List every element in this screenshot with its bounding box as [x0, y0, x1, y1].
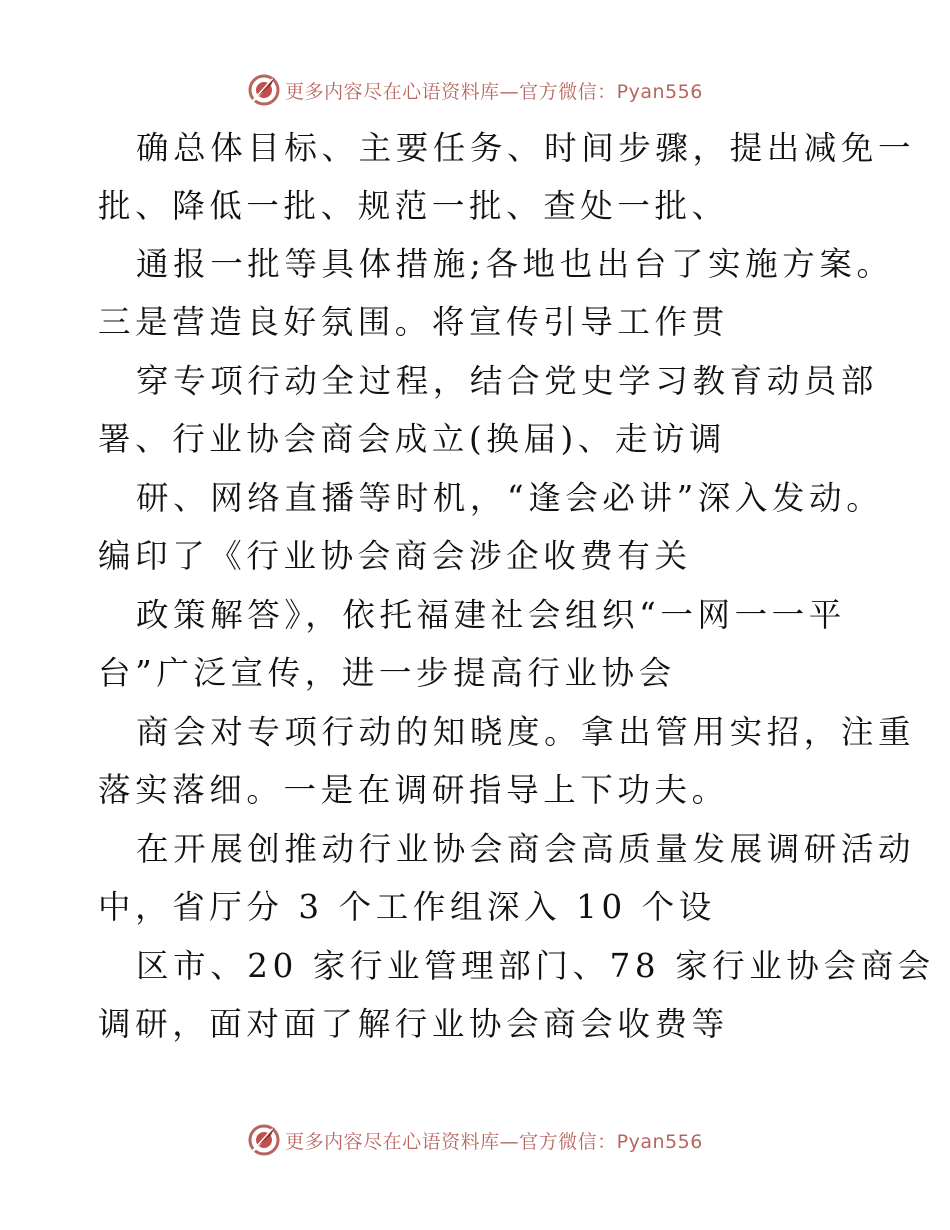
text-line: 在开展创推动行业协会商会高质量发展调研活动	[136, 830, 916, 868]
text-line: 商会对专项行动的知晓度。拿出管用实招，注重	[136, 713, 916, 751]
watermark-text: 更多内容尽在心语资料库—官方微信：Pyan556	[285, 1130, 703, 1153]
text-line: 穿专项行动全过程，结合党史学习教育动员部	[136, 362, 879, 400]
footer-watermark	[0, 1122, 950, 1158]
text-line: 通报一批等具体措施;各地也出台了实施方案。	[136, 245, 894, 283]
text-line: 调研，面对面了解行业协会商会收费等	[98, 1005, 729, 1043]
watermark-text: 更多内容尽在心语资料库—官方微信：Pyan556	[285, 80, 703, 103]
text-line: 确总体目标、主要任务、时间步骤，提出减免一	[136, 129, 916, 167]
text-line: 编印了《行业协会商会涉企收费有关	[98, 537, 692, 575]
quill-seal-icon	[247, 1123, 281, 1157]
text-line: 三是营造良好氛围。将宣传引导工作贯	[98, 303, 729, 341]
quill-seal-icon	[247, 73, 281, 107]
header-watermark	[0, 72, 950, 108]
text-line: 署、行业协会商会成立(换届)、走访调	[98, 420, 727, 458]
text-line: 政策解答》，依托福建社会组织“一网一一平	[136, 596, 846, 634]
text-line: 区市、20 家行业管理部门、78 家行业协会商会	[136, 947, 935, 985]
text-line: 批、降低一批、规范一批、查处一批、	[98, 187, 729, 225]
text-line: 台”广泛宣传，进一步提高行业协会	[98, 654, 676, 692]
text-line: 落实落细。一是在调研指导上下功夫。	[98, 771, 729, 809]
text-line: 研、网络直播等时机，“逢会必讲”深入发动。	[136, 479, 884, 517]
text-line: 中，省厅分 3 个工作组深入 10 个设	[98, 888, 716, 926]
